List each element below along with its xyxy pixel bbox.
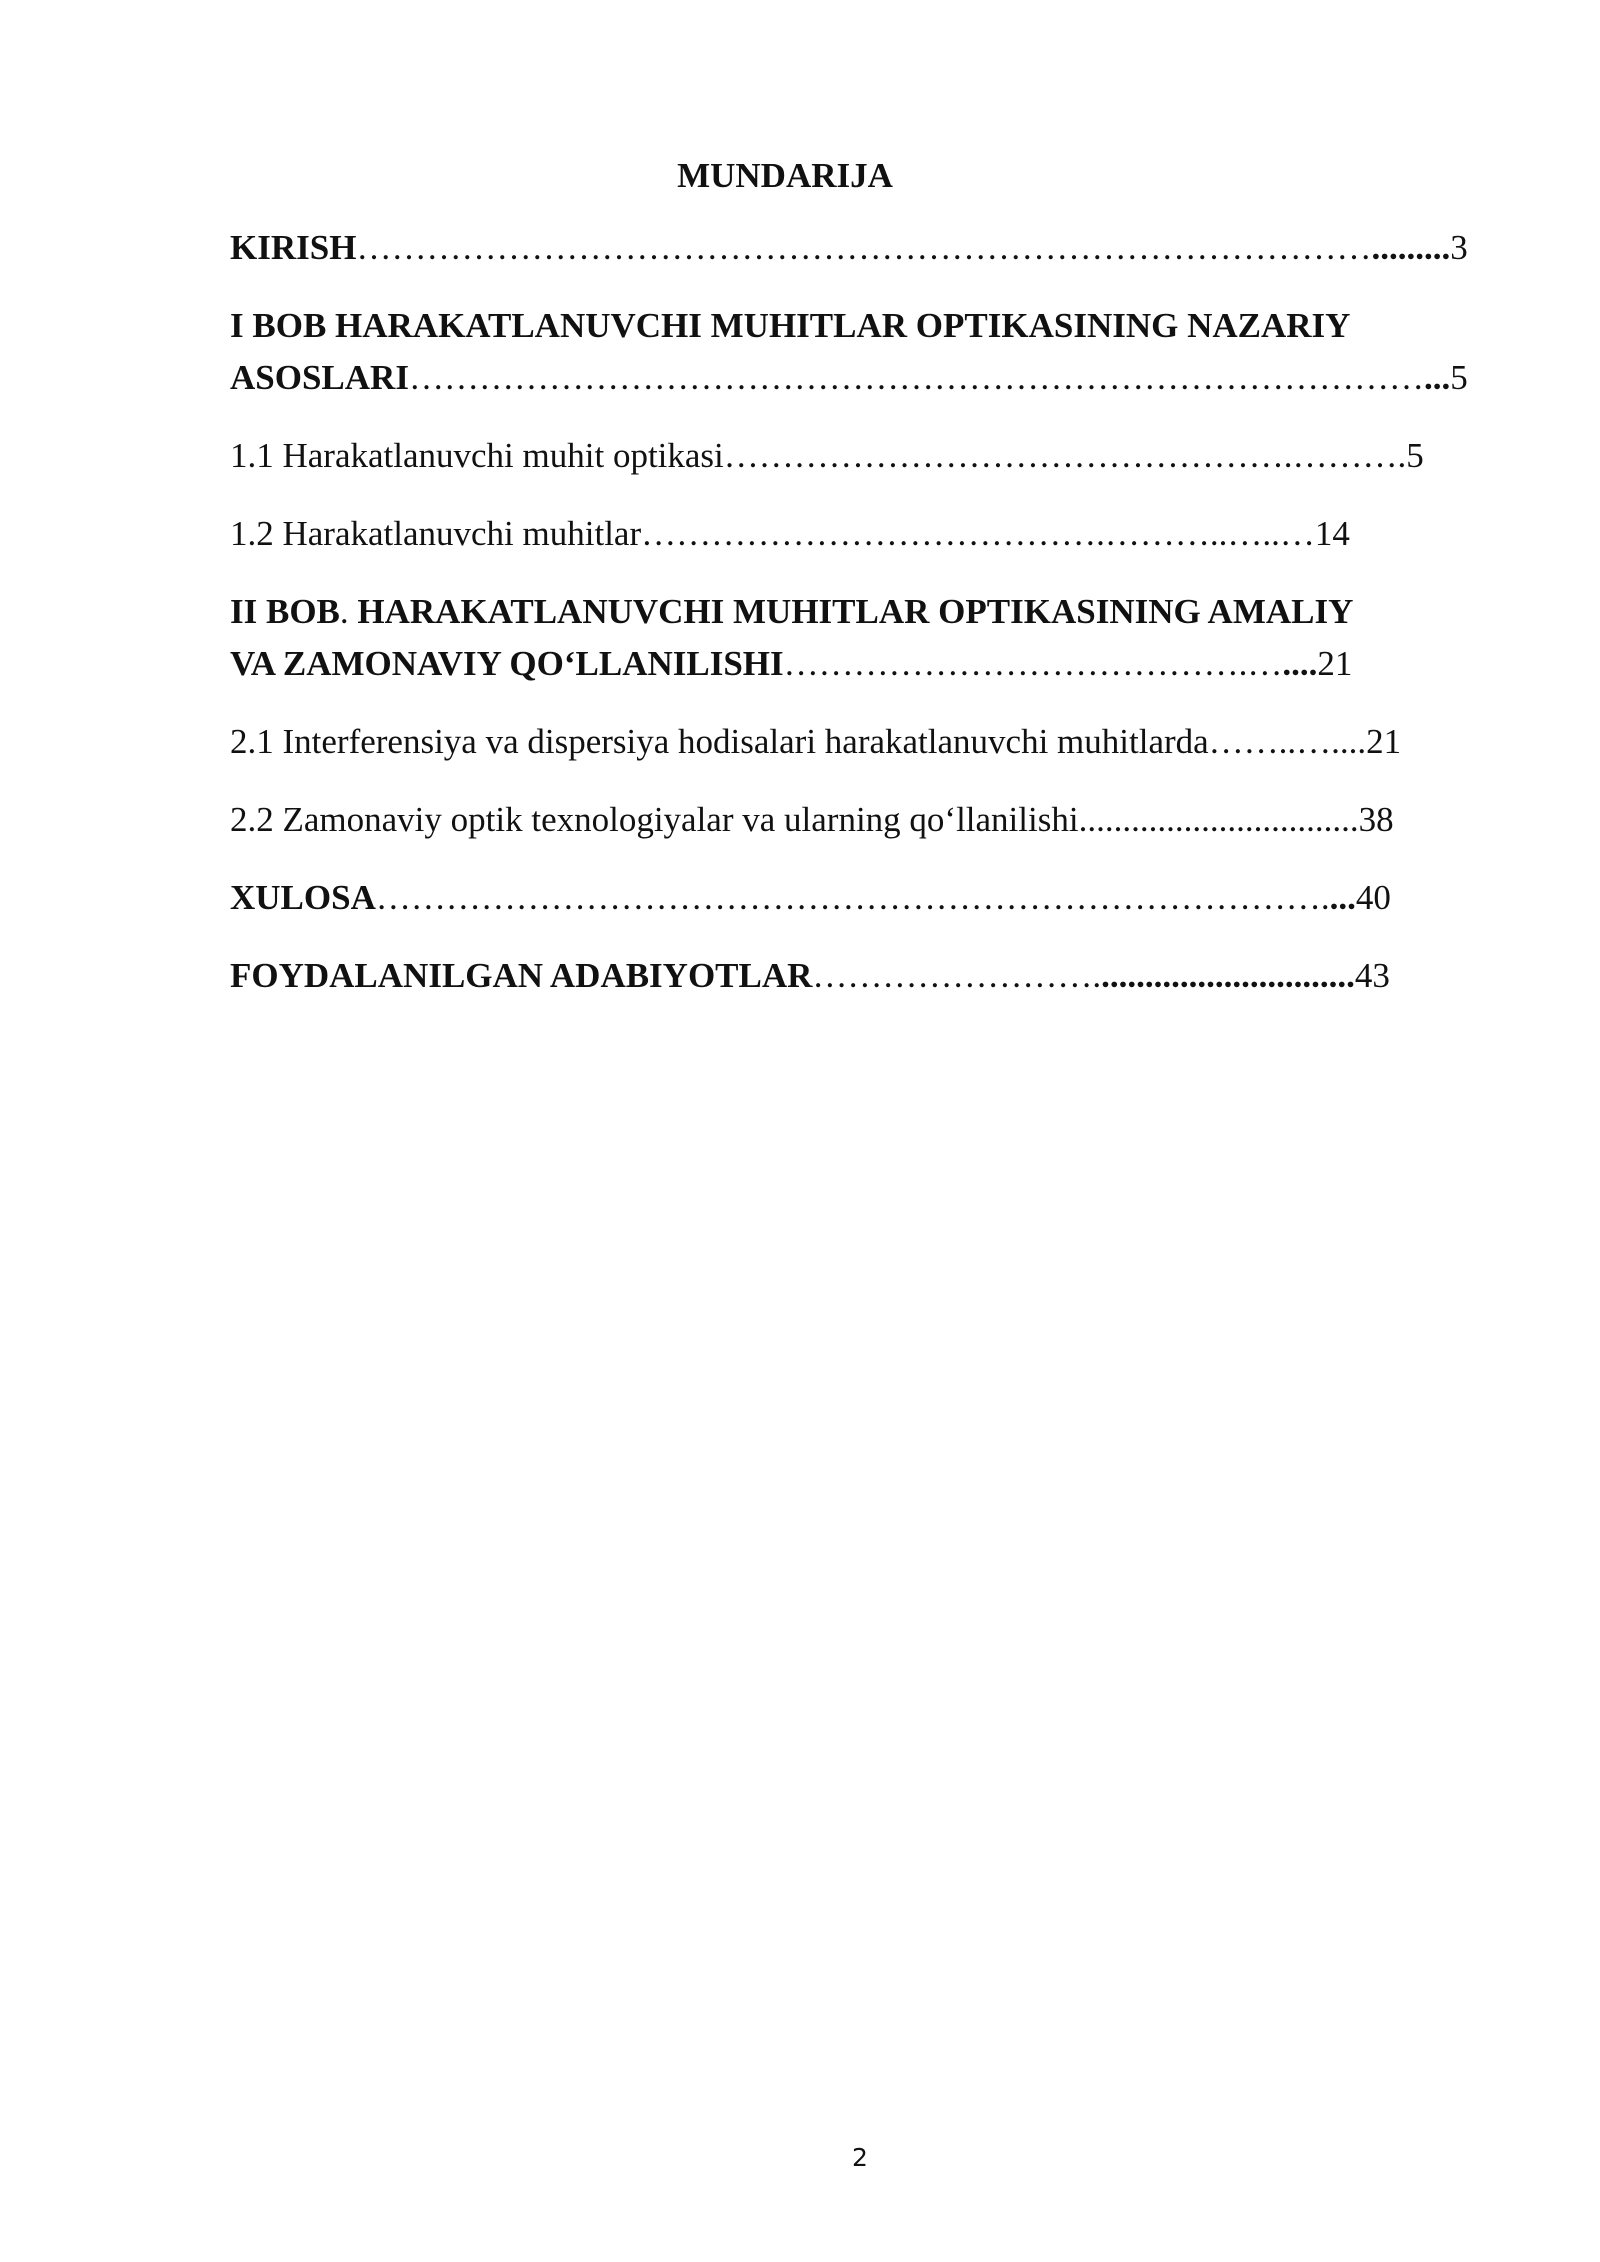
toc-entry-page: 38 bbox=[1358, 800, 1394, 839]
toc-entry-leader-end: ... bbox=[1329, 878, 1356, 917]
toc-entry-label: 2.2 Zamonaviy optik texnologiyalar va ularning qo‘llanilishi bbox=[230, 800, 1079, 839]
toc-entry-page: 40 bbox=[1355, 878, 1391, 917]
toc-entry-label: ASOSLARI bbox=[230, 358, 409, 397]
toc-entry-leader: ……..….... bbox=[1208, 722, 1367, 761]
toc-entry-chapter-2-line-2 bbox=[230, 638, 1498, 690]
toc-title: MUNDARIJA bbox=[677, 156, 893, 195]
toc-entry-section-1-1 bbox=[230, 430, 1498, 482]
toc-entry-leader: …………………………………………………………………………… bbox=[408, 358, 1424, 397]
toc-entry-page: 43 bbox=[1354, 956, 1390, 995]
toc-entry-chapter-2-line-1 bbox=[230, 586, 1498, 638]
toc-entry-section-2-2 bbox=[230, 794, 1498, 846]
toc-entry-label: 2.1 Interferensiya va dispersiya hodisalari harakatlanuvchi muhitlarda bbox=[230, 722, 1209, 761]
toc-entry-leader-end: ... bbox=[1423, 358, 1451, 397]
toc-entry-label: XULOSA bbox=[230, 878, 376, 917]
toc-entry-leader: ………………………………….………..…..… bbox=[641, 514, 1315, 553]
toc-entry-leader-end: ............................. bbox=[1101, 956, 1355, 995]
toc-spacer bbox=[230, 274, 1498, 300]
toc-entry-label: KIRISH bbox=[230, 228, 357, 267]
toc-entry-page: 21 bbox=[1366, 722, 1402, 761]
toc-entry-leader: ……………………. bbox=[812, 956, 1102, 995]
toc-entry-label: HARAKATLANUVCHI MUHITLAR OPTIKASINING AMALIY bbox=[348, 592, 1354, 631]
toc-entry-leader: …………………………………………………………………………… bbox=[356, 228, 1372, 267]
table-of-contents bbox=[230, 222, 1498, 1002]
toc-entry-leader: ………………………………………………………………………. bbox=[375, 878, 1330, 917]
toc-entry-references bbox=[230, 950, 1498, 1002]
toc-entry-section-1-2 bbox=[230, 508, 1498, 560]
toc-spacer bbox=[230, 690, 1498, 716]
toc-entry-page: 5 bbox=[1450, 358, 1468, 397]
toc-spacer bbox=[230, 404, 1498, 430]
toc-entry-label: I BOB HARAKATLANUVCHI MUHITLAR OPTIKASINING NAZARIY bbox=[230, 306, 1351, 345]
toc-entry-page: 5 bbox=[1406, 436, 1424, 475]
toc-entry-label: VA ZAMONAVIY QO‘LLANILISHI bbox=[230, 644, 784, 683]
toc-spacer bbox=[230, 560, 1498, 586]
toc-entry-label: 1.1 Harakatlanuvchi muhit optikasi bbox=[230, 436, 724, 475]
toc-spacer bbox=[230, 482, 1498, 508]
toc-entry-leader: ................................ bbox=[1078, 800, 1359, 839]
page-number: 2 bbox=[852, 2143, 868, 2172]
toc-entry-leader: ………………………………….… bbox=[783, 644, 1283, 683]
toc-entry-chapter-1-line-1 bbox=[230, 300, 1498, 352]
toc-entry-xulosa bbox=[230, 872, 1498, 924]
toc-entry-chapter-1-line-2 bbox=[230, 352, 1498, 404]
toc-entry-page: 14 bbox=[1314, 514, 1350, 553]
toc-entry-leader-end: ......... bbox=[1371, 228, 1451, 267]
toc-entry-leader-end: .... bbox=[1282, 644, 1318, 683]
toc-entry-kirish bbox=[230, 222, 1498, 274]
toc-spacer bbox=[230, 924, 1498, 950]
toc-entry-leader: ………………………………………….………. bbox=[723, 436, 1407, 475]
toc-entry-label: . bbox=[339, 592, 349, 631]
toc-entry-page: 3 bbox=[1450, 228, 1468, 267]
toc-entry-section-2-1 bbox=[230, 716, 1498, 768]
toc-entry-label: 1.2 Harakatlanuvchi muhitlar bbox=[230, 514, 642, 553]
toc-entry-label: FOYDALANILGAN ADABIYOTLAR bbox=[230, 956, 813, 995]
toc-entry-page: 21 bbox=[1317, 644, 1353, 683]
toc-spacer bbox=[230, 846, 1498, 872]
toc-spacer bbox=[230, 768, 1498, 794]
toc-entry-label: II BOB bbox=[230, 592, 340, 631]
